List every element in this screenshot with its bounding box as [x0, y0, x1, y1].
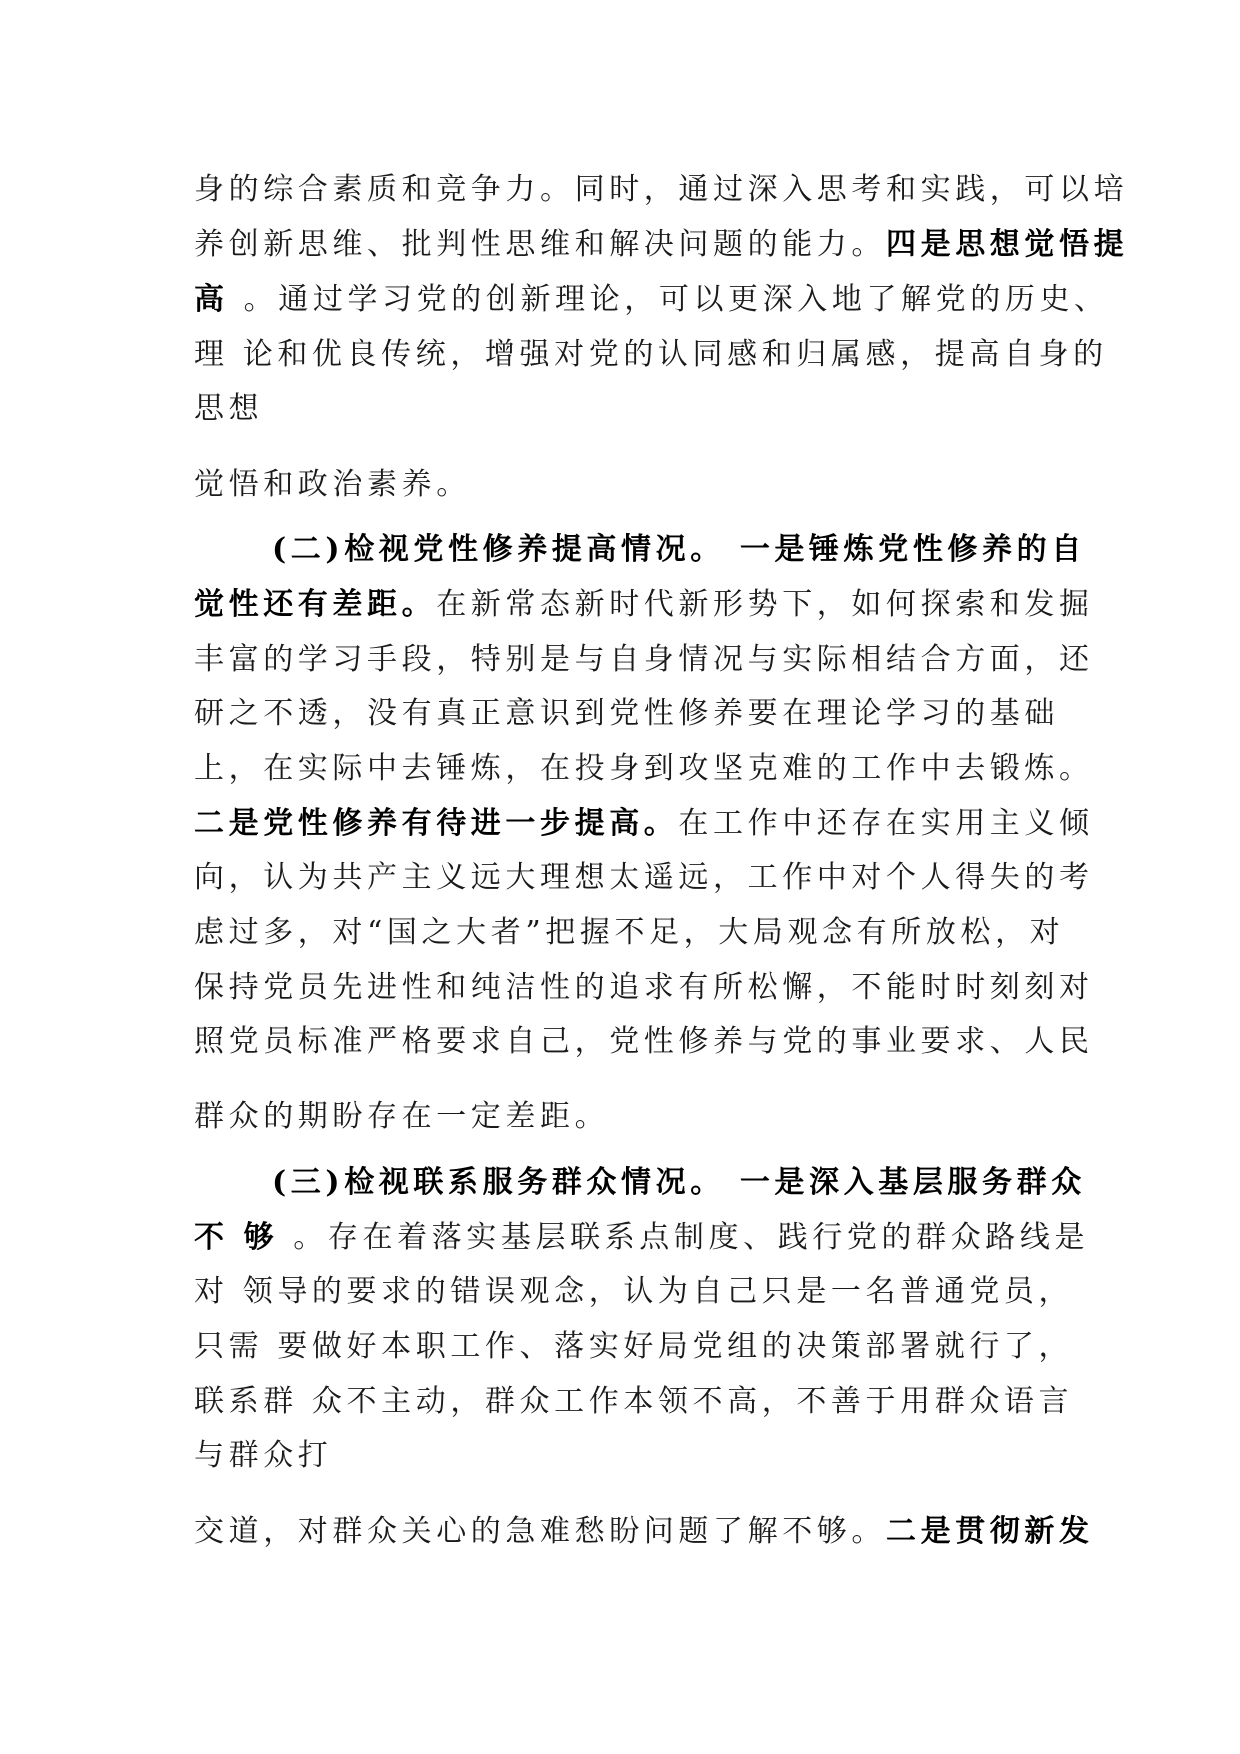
bold-heading-text: 四是思想觉悟提	[886, 227, 1129, 262]
line-text: 在工作中还存在实用主义倾	[678, 806, 1094, 841]
text-line	[194, 858, 1094, 898]
line-text: 研之不透，没有真正意识到党性修养要在理论学习的基础	[194, 696, 1059, 731]
text-line	[194, 749, 1094, 789]
text-line	[194, 280, 1109, 320]
section-heading: (三)检视联系服务群众情况。 一是深入基层服务群众	[272, 1165, 1086, 1200]
line-text: 上，在实际中去锤炼，在投身到攻坚克难的工作中去锻炼。	[194, 751, 1094, 786]
line-text: 身的综合素质和竞争力。同时，通过深入思考和实践，可以培	[194, 172, 1129, 207]
text-line	[194, 1272, 1074, 1312]
text-line	[194, 465, 1054, 505]
line-text: 向，认为共产主义远大理想太遥远，工作中对个人得失的考	[194, 860, 1094, 895]
section-heading-line	[272, 1163, 1086, 1203]
text-line	[194, 694, 1059, 734]
line-text: 在新常态新时代新形势下，如何探索和发掘	[436, 587, 1094, 622]
text-line	[194, 968, 1094, 1008]
line-text: 群众的期盼存在一定差距。	[194, 1099, 610, 1134]
bold-heading-text: 二是贯彻新发	[886, 1514, 1094, 1549]
bold-heading-text: 高	[194, 282, 244, 317]
bold-heading-text: 不 够	[194, 1220, 294, 1255]
text-line	[194, 335, 1108, 375]
text-line	[194, 913, 1065, 953]
text-line	[194, 585, 1094, 625]
line-text: 丰富的学习手段，特别是与自身情况与实际相结合方面，还	[194, 642, 1094, 677]
line-text: 与群众打	[194, 1438, 333, 1473]
line-text: 只需 要做好本职工作、落实好局党组的决策部署就行了，	[194, 1329, 1074, 1364]
text-line	[194, 1382, 1074, 1422]
line-text: 思想	[194, 391, 264, 426]
text-line	[194, 1327, 1074, 1367]
line-text: 照党员标准严格要求自己，党性修养与党的事业要求、人民	[194, 1024, 1094, 1059]
line-text: 觉悟和政治素养。	[194, 467, 471, 502]
line-text: 理 论和优良传统，增强对党的认同感和归属感，提高自身的	[194, 337, 1108, 372]
bold-heading-text: 觉性还有差距。	[194, 587, 437, 622]
text-line	[194, 170, 1129, 210]
line-text: 。存在着落实基层联系点制度、践行党的群众路线是	[293, 1220, 1090, 1255]
line-text: 对 领导的要求的错误观念，认为自己只是一名普通党员，	[194, 1274, 1074, 1309]
text-line	[194, 1218, 1090, 1258]
line-text: 虑过多，对“国之大者”把握不足，大局观念有所放松，对	[194, 915, 1065, 950]
text-line	[194, 804, 1094, 844]
line-text: 保持党员先进性和纯洁性的追求有所松懈，不能时时刻刻对	[194, 970, 1094, 1005]
text-line	[194, 1512, 1094, 1552]
text-line	[194, 389, 1054, 429]
section-heading-line	[272, 530, 1086, 570]
bold-heading-text: 二是党性修养有待进一步提高。	[194, 806, 679, 841]
text-line	[194, 1097, 1054, 1137]
text-line	[194, 1022, 1094, 1062]
line-text: 。通过学习党的创新理论，可以更深入地了解党的历史、	[243, 282, 1109, 317]
text-line	[194, 225, 1129, 265]
text-line	[194, 1436, 1054, 1476]
section-heading: (二)检视党性修养提高情况。 一是锤炼党性修养的自	[272, 532, 1086, 567]
line-text: 联系群 众不主动，群众工作本领不高，不善于用群众语言	[194, 1384, 1074, 1419]
line-text: 交道，对群众关心的急难愁盼问题了解不够。	[194, 1514, 886, 1549]
text-line	[194, 640, 1094, 680]
line-text: 养创新思维、批判性思维和解决问题的能力。	[194, 227, 886, 262]
